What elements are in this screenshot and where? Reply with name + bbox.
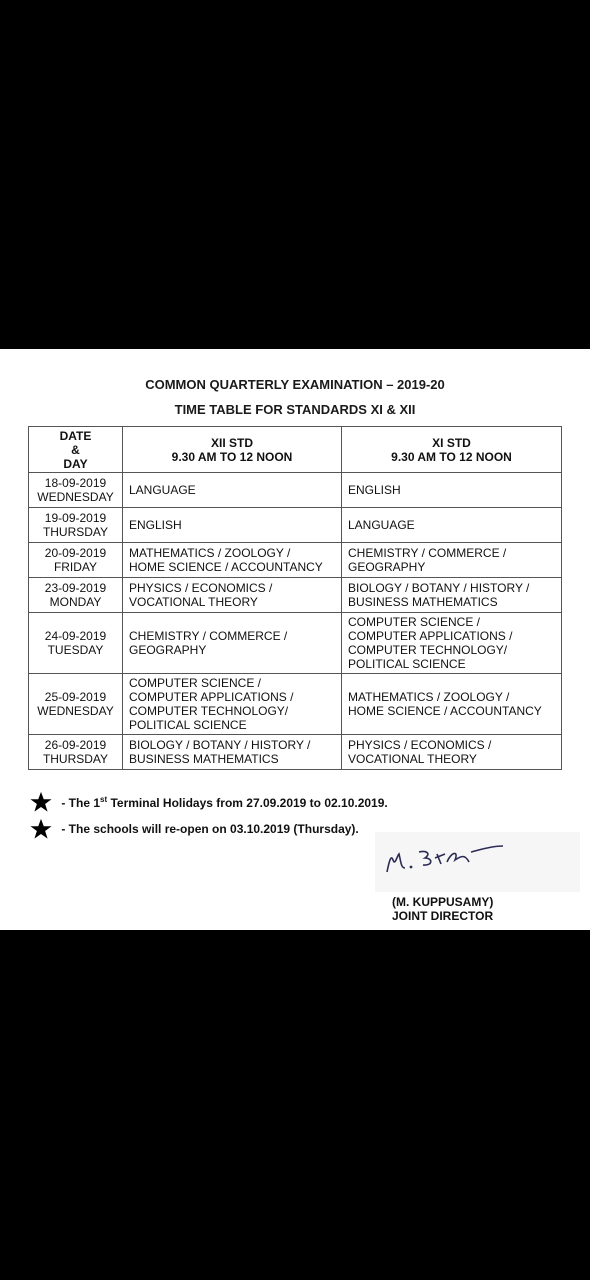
date-cell: 26-09-2019 THURSDAY <box>29 735 123 770</box>
document-title: COMMON QUARTERLY EXAMINATION – 2019-20 <box>145 377 445 392</box>
xi-subject-cell: MATHEMATICS / ZOOLOGY / HOME SCIENCE / ACCOUNTANCY <box>342 674 562 735</box>
note-reopen: - The schools will re-open on 03.10.2019 (Thursday). <box>30 818 359 840</box>
document-subtitle: TIME TABLE FOR STANDARDS XI & XII <box>174 402 416 417</box>
table-row <box>29 543 562 578</box>
table-row <box>29 613 562 674</box>
table-row <box>29 578 562 613</box>
table-row <box>29 735 562 770</box>
date-cell: 23-09-2019 MONDAY <box>29 578 123 613</box>
signature-area <box>375 832 580 892</box>
xii-subject-cell: BIOLOGY / BOTANY / HISTORY / BUSINESS MATHEMATICS <box>123 735 342 770</box>
xii-subject-cell: COMPUTER SCIENCE / COMPUTER APPLICATIONS / COMPUTER TECHNOLOGY/ POLITICAL SCIENCE <box>123 674 342 735</box>
date-cell: 25-09-2019 WEDNESDAY <box>29 674 123 735</box>
xi-subject-cell: PHYSICS / ECONOMICS / VOCATIONAL THEORY <box>342 735 562 770</box>
table-header-row <box>29 427 562 473</box>
date-cell: 24-09-2019 TUESDAY <box>29 613 123 674</box>
star-icon <box>30 818 52 840</box>
star-icon <box>30 791 52 813</box>
date-cell: 19-09-2019 THURSDAY <box>29 508 123 543</box>
xi-subject-cell: CHEMISTRY / COMMERCE / GEOGRAPHY <box>342 543 562 578</box>
date-cell: 18-09-2019 WEDNESDAY <box>29 473 123 508</box>
xi-subject-cell: COMPUTER SCIENCE / COMPUTER APPLICATIONS / COMPUTER TECHNOLOGY/ POLITICAL SCIENCE <box>342 613 562 674</box>
xi-subject-cell: LANGUAGE <box>342 508 562 543</box>
document-page <box>0 349 590 930</box>
xi-subject-cell: BIOLOGY / BOTANY / HISTORY / BUSINESS MATHEMATICS <box>342 578 562 613</box>
note-holidays: - The 1st Terminal Holidays from 27.09.2019 to 02.10.2019. <box>30 791 388 813</box>
xii-subject-cell: ENGLISH <box>123 508 342 543</box>
header-date-day: DATE & DAY <box>29 427 123 473</box>
table-row <box>29 674 562 735</box>
table-row <box>29 508 562 543</box>
timetable <box>28 426 562 770</box>
header-xii-std: XII STD 9.30 AM TO 12 NOON <box>123 427 342 473</box>
xii-subject-cell: PHYSICS / ECONOMICS / VOCATIONAL THEORY <box>123 578 342 613</box>
signature-image <box>375 832 580 892</box>
signatory-designation: JOINT DIRECTOR <box>392 909 494 923</box>
xii-subject-cell: CHEMISTRY / COMMERCE / GEOGRAPHY <box>123 613 342 674</box>
date-cell: 20-09-2019 FRIDAY <box>29 543 123 578</box>
xii-subject-cell: MATHEMATICS / ZOOLOGY / HOME SCIENCE / ACCOUNTANCY <box>123 543 342 578</box>
xii-subject-cell: LANGUAGE <box>123 473 342 508</box>
table-row <box>29 473 562 508</box>
xi-subject-cell: ENGLISH <box>342 473 562 508</box>
signatory-name: (M. KUPPUSAMY) <box>392 895 494 909</box>
header-xi-std: XI STD 9.30 AM TO 12 NOON <box>342 427 562 473</box>
